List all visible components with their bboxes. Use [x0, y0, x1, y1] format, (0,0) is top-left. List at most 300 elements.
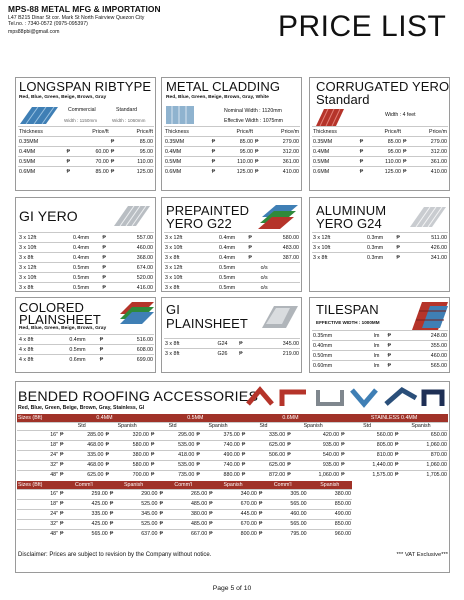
currency-cell: ₱ [241, 460, 252, 470]
currency-cell: ₱ [99, 345, 112, 355]
table-row [18, 283, 154, 293]
price-cell: 580.00 [115, 440, 150, 450]
currency-cell: ₱ [101, 273, 113, 283]
currency-cell: ₱ [110, 157, 120, 167]
price-cell: 540.00 [297, 450, 340, 460]
currency-cell: ₱ [59, 519, 71, 529]
currency-cell: ₱ [286, 460, 297, 470]
price-cell: 525.00 [120, 519, 158, 529]
accessories-icons [246, 384, 446, 410]
size-cell: 3 x 8ft [18, 253, 61, 263]
price-cell: 125.00 [369, 167, 402, 177]
currency-cell: ₱ [195, 470, 206, 480]
price-cell: 511.00 [408, 233, 448, 243]
currency-cell: ₱ [254, 167, 264, 177]
colored-plainsheet-subtitle: PLAINSHEET [19, 312, 101, 327]
table-row [18, 253, 154, 263]
price-cell: 85.00 [120, 137, 154, 147]
unit-cell: lm [367, 361, 387, 371]
currency-cell: ₱ [359, 147, 369, 157]
group-header: STAINLESS 0.4MM [340, 414, 448, 422]
currency-cell: ₱ [101, 263, 113, 273]
currency-cell: ₱ [150, 440, 161, 450]
gi-plainsheet-subtitle: PLAINSHEET [166, 316, 248, 331]
prepainted-sheets-icon [258, 201, 300, 231]
price-cell: 565.00 [401, 361, 448, 371]
cap-icon [424, 392, 442, 406]
thickness-cell: 0.35mm [312, 331, 367, 341]
currency-cell: ₱ [340, 460, 351, 470]
size-cell: 16" [17, 430, 59, 440]
page-number: Page 5 of 10 [212, 585, 252, 592]
currency-cell: ₱ [109, 519, 121, 529]
price-cell: 625.00 [251, 440, 286, 450]
prepainted-table [164, 232, 300, 292]
price-cell: 740.00 [206, 440, 241, 450]
price-cell: 341.00 [408, 253, 448, 263]
spanish-header: Spanish [195, 422, 240, 430]
price-cell: 506.00 [251, 450, 286, 460]
currency-cell: ₱ [402, 147, 412, 157]
table-row [312, 351, 448, 361]
std-header: Std [241, 422, 286, 430]
tilespan-title: TILESPAN [316, 302, 379, 317]
thickness-cell: 0.5mm [207, 273, 247, 283]
price-cell: 699.00 [112, 355, 154, 365]
currency-cell: ₱ [109, 499, 121, 509]
table-row [17, 460, 448, 470]
corrugated-title: CORRUGATED YERO [316, 79, 450, 94]
size-cell: 3 x 8ft [18, 283, 61, 293]
size-cell: 3 x 10ft [18, 243, 61, 253]
price-cell: 95.00 [221, 147, 254, 157]
price-cell: 420.00 [297, 430, 340, 440]
price-cell: 445.00 [220, 509, 258, 519]
price-cell: 110.00 [221, 157, 254, 167]
price-cell: 425.00 [71, 519, 109, 529]
gi-plainsheet-panel [161, 297, 302, 373]
price-header: Price/ft [221, 127, 254, 137]
price-cell: 520.00 [114, 273, 154, 283]
currency-cell: ₱ [59, 529, 71, 539]
currency-cell: ₱ [99, 355, 112, 365]
thickness-cell: 0.60mm [312, 361, 367, 371]
corrugated-sheet-icon [314, 106, 346, 128]
currency-cell: ₱ [238, 349, 252, 359]
price-cell: 800.00 [220, 529, 258, 539]
size-cell: 3 x 8ft [164, 283, 207, 293]
currency-cell: ₱ [395, 253, 407, 263]
table-row [164, 273, 300, 283]
metal-cladding-nominal-width: Nominal Width : 1120mm [224, 108, 282, 114]
comml-header: Comm'l [59, 481, 109, 489]
thickness-cell: 0.4mm [207, 243, 247, 253]
size-cell: 3 x 8ft [312, 253, 355, 263]
price-cell: 935.00 [297, 440, 340, 450]
price-header: Price/m [264, 127, 300, 137]
price-cell: 387.00 [260, 253, 300, 263]
price-cell: 320.00 [115, 430, 150, 440]
price-cell: 410.00 [264, 167, 300, 177]
sizes-header: Sizes (Bft) [17, 414, 59, 422]
size-cell: 18" [17, 440, 59, 450]
currency-cell: ₱ [254, 147, 264, 157]
currency-cell [66, 137, 76, 147]
comml-header: Comm'l [158, 481, 208, 489]
currency-cell: ₱ [340, 440, 351, 450]
unit-cell: lm [367, 331, 387, 341]
tilespan-sheets-icon [408, 300, 450, 332]
aluminum-table [312, 232, 448, 263]
price-cell: 345.00 [120, 509, 158, 519]
table-row [17, 519, 352, 529]
corrugated-yero-panel [309, 77, 450, 191]
price-cell: 850.00 [312, 499, 352, 509]
price-cell: 490.00 [206, 450, 241, 460]
table-row [164, 283, 300, 293]
price-cell: 248.00 [401, 331, 448, 341]
currency-cell: ₱ [402, 157, 412, 167]
price-cell: 674.00 [114, 263, 154, 273]
price-cell: 565.00 [269, 499, 307, 509]
currency-cell: ₱ [340, 430, 351, 440]
table-row [17, 499, 352, 509]
currency-cell: ₱ [110, 167, 120, 177]
table-row [18, 263, 154, 273]
currency-cell: ₱ [386, 331, 400, 341]
price-cell: 872.00 [251, 470, 286, 480]
currency-cell: ₱ [254, 157, 264, 167]
currency-cell: ₱ [101, 233, 113, 243]
unit-cell: lm [367, 351, 387, 361]
price-cell: o/s [260, 273, 300, 283]
gi-yero-title: GI YERO [19, 208, 78, 224]
price-cell: 805.00 [351, 440, 394, 450]
currency-cell: ₱ [195, 460, 206, 470]
table-row [164, 137, 300, 147]
colored-plainsheet-title: COLORED [19, 300, 84, 315]
currency-cell: ₱ [286, 470, 297, 480]
currency-cell: ₱ [359, 167, 369, 177]
price-cell: 740.00 [206, 460, 241, 470]
price-cell: 637.00 [120, 529, 158, 539]
thickness-cell: 0.4mm [207, 233, 247, 243]
currency-cell: ₱ [394, 460, 405, 470]
thickness-cell: 0.5MM [312, 157, 359, 167]
table-row [17, 470, 448, 480]
price-cell: 557.00 [114, 233, 154, 243]
currency-cell [247, 273, 259, 283]
price-cell: 219.00 [253, 349, 300, 359]
currency-cell: ₱ [238, 339, 252, 349]
price-cell: 485.00 [170, 519, 208, 529]
currency-cell: ₱ [359, 157, 369, 167]
table-row [312, 361, 448, 371]
thickness-cell: 0.35MM [18, 137, 66, 147]
group-header: 0.6MM [241, 414, 340, 422]
gi-yero-sheet-icon [112, 202, 152, 228]
std-header: Std [59, 422, 104, 430]
thickness-cell: 0.4mm [61, 243, 101, 253]
thickness-cell: 0.3mm [355, 233, 395, 243]
gauge-cell: G24 [207, 339, 238, 349]
price-cell: 485.00 [170, 499, 208, 509]
accessories-title: BENDED ROOFING ACCESSORIES [18, 389, 259, 405]
group-header: 0.5MM [150, 414, 241, 422]
currency-cell: ₱ [241, 450, 252, 460]
thickness-cell: 0.6MM [18, 167, 66, 177]
price-cell: 795.00 [269, 529, 307, 539]
tilespan-table [312, 330, 448, 371]
thickness-cell: 0.5MM [164, 157, 211, 167]
spanish-header: Spanish [109, 481, 159, 489]
currency-cell: ₱ [208, 499, 220, 509]
colored-plainsheet-panel [15, 297, 156, 373]
table-row [164, 233, 300, 243]
price-cell: 265.00 [170, 489, 208, 499]
size-cell: 24" [17, 509, 59, 519]
thickness-cell: 0.6MM [164, 167, 211, 177]
page-title: PRICE LIST [278, 10, 447, 43]
thickness-cell: 0.4MM [312, 147, 359, 157]
price-cell: 565.00 [269, 519, 307, 529]
currency-cell: ₱ [99, 335, 112, 345]
currency-cell: ₱ [254, 137, 264, 147]
price-cell: 460.00 [269, 509, 307, 519]
size-cell: 3 x 10ft [164, 273, 207, 283]
currency-cell: ₱ [109, 489, 121, 499]
sizes-header: Sizes (Bft) [17, 481, 59, 489]
currency-cell: ₱ [258, 499, 270, 509]
price-cell: 361.00 [412, 157, 448, 167]
size-cell: 16" [17, 489, 59, 499]
size-cell: 3 x 12ft [18, 263, 61, 273]
currency-cell: ₱ [195, 440, 206, 450]
std-header: Std [150, 422, 195, 430]
table-row [18, 157, 154, 167]
gi-yero-panel [15, 197, 156, 292]
accessories-table-2 [17, 481, 352, 539]
price-cell: 95.00 [369, 147, 402, 157]
thickness-cell: 0.40mm [312, 341, 367, 351]
currency-cell: ₱ [158, 529, 170, 539]
thickness-cell: 0.4mm [61, 233, 101, 243]
price-cell: 380.00 [115, 450, 150, 460]
group-header: 0.4MM [59, 414, 150, 422]
price-cell: 535.00 [160, 460, 195, 470]
longspan-commercial-width: Width : 1150mm [64, 118, 98, 123]
size-cell: 3 x 10ft [312, 243, 355, 253]
corrugated-table [312, 126, 448, 177]
currency-cell: ₱ [211, 167, 221, 177]
longspan-panel [15, 77, 156, 191]
currency-cell: ₱ [59, 430, 70, 440]
currency-cell: ₱ [286, 430, 297, 440]
currency-cell: ₱ [101, 243, 113, 253]
price-cell: 670.00 [220, 519, 258, 529]
table-row [17, 450, 448, 460]
price-cell: 468.00 [70, 440, 105, 450]
currency-cell: ₱ [402, 167, 412, 177]
currency-cell: ₱ [394, 440, 405, 450]
currency-cell: ₱ [104, 470, 115, 480]
thickness-cell: 0.5MM [18, 157, 66, 167]
currency-cell: ₱ [104, 460, 115, 470]
price-cell: 670.00 [220, 499, 258, 509]
currency-cell: ₱ [258, 529, 270, 539]
currency-cell: ₱ [150, 450, 161, 460]
currency-cell: ₱ [110, 137, 120, 147]
price-cell: 735.00 [160, 470, 195, 480]
currency-cell: ₱ [211, 137, 221, 147]
price-header: Price/m [412, 127, 448, 137]
price-cell: 580.00 [115, 460, 150, 470]
price-cell: 1,060.00 [405, 460, 448, 470]
price-cell: 1,705.00 [405, 470, 448, 480]
thickness-cell: 0.5mm [61, 273, 101, 283]
currency-cell: ₱ [208, 509, 220, 519]
currency-cell: ₱ [66, 157, 76, 167]
currency-cell: ₱ [59, 470, 70, 480]
table-row [17, 509, 352, 519]
thickness-cell: 0.5mm [61, 283, 101, 293]
table-row [164, 147, 300, 157]
table-row [312, 147, 448, 157]
size-cell: 3 x 8ft [164, 253, 207, 263]
thickness-cell: 0.4mm [207, 253, 247, 263]
price-cell: 608.00 [112, 345, 154, 355]
price-cell: 700.00 [115, 470, 150, 480]
colored-plainsheet-table [18, 334, 154, 365]
price-cell: 960.00 [312, 529, 352, 539]
currency-cell: ₱ [258, 509, 270, 519]
metal-cladding-table [164, 126, 300, 177]
ridge-roll-icon [248, 390, 272, 404]
currency-cell: ₱ [66, 167, 76, 177]
table-row [164, 243, 300, 253]
thickness-cell: 0.6mm [56, 355, 98, 365]
table-row [164, 339, 300, 349]
std-header: Std [340, 422, 394, 430]
currency-cell: ₱ [340, 450, 351, 460]
price-cell: 60.00 [76, 147, 110, 157]
thickness-cell: 0.35MM [164, 137, 211, 147]
currency-cell: ₱ [104, 450, 115, 460]
aluminum-sheet-icon [408, 203, 448, 229]
table-row [312, 157, 448, 167]
prepainted-title: PREPAINTED [166, 203, 250, 218]
size-cell: 4 x 8ft [18, 355, 56, 365]
currency-cell: ₱ [158, 519, 170, 529]
table-row [18, 243, 154, 253]
comml-header: Comm'l [258, 481, 308, 489]
thickness-cell: 0.50mm [312, 351, 367, 361]
size-cell: 3 x 12ft [18, 233, 61, 243]
table-row [17, 489, 352, 499]
table-row [18, 167, 154, 177]
currency-cell: ₱ [241, 430, 252, 440]
price-cell: 361.00 [264, 157, 300, 167]
price-cell: 935.00 [297, 460, 340, 470]
longspan-standard-head: Standard [116, 107, 138, 113]
thickness-cell: 0.35MM [312, 137, 359, 147]
price-cell: 580.00 [260, 233, 300, 243]
currency-cell: ₱ [110, 147, 120, 157]
longspan-title: LONGSPAN RIBTYPE [19, 79, 152, 94]
currency-cell: ₱ [395, 243, 407, 253]
size-cell: 3 x 12ft [312, 233, 355, 243]
valley-icon [352, 390, 376, 404]
currency-cell: ₱ [208, 489, 220, 499]
price-cell: 110.00 [369, 157, 402, 167]
size-cell: 3 x 12ft [164, 233, 207, 243]
currency-cell: ₱ [386, 361, 400, 371]
price-cell: 535.00 [160, 440, 195, 450]
spanish-header: Spanish [104, 422, 149, 430]
price-cell: 295.00 [160, 430, 195, 440]
currency-cell: ₱ [386, 341, 400, 351]
currency-cell: ₱ [150, 460, 161, 470]
currency-cell: ₱ [158, 499, 170, 509]
thickness-cell: 0.3mm [355, 253, 395, 263]
price-cell: 565.00 [71, 529, 109, 539]
table-row [18, 233, 154, 243]
price-cell: 380.00 [170, 509, 208, 519]
aluminum-yero-panel [309, 197, 450, 292]
currency-cell: ₱ [247, 233, 259, 243]
table-row [17, 430, 448, 440]
thickness-cell: 0.5mm [56, 345, 98, 355]
currency-cell: ₱ [211, 157, 221, 167]
table-row [312, 167, 448, 177]
price-cell: 85.00 [369, 137, 402, 147]
currency-cell: ₱ [195, 450, 206, 460]
price-cell: 418.00 [160, 450, 195, 460]
price-cell: 70.00 [76, 157, 110, 167]
table-row [164, 263, 300, 273]
currency-cell: ₱ [211, 147, 221, 157]
price-cell: 279.00 [264, 137, 300, 147]
metal-cladding-title: METAL CLADDING [166, 79, 281, 94]
longspan-standard-width: Width : 1060mm [112, 118, 146, 123]
currency-cell: ₱ [241, 470, 252, 480]
currency-cell: ₱ [208, 519, 220, 529]
size-cell: 3 x 12ft [164, 263, 207, 273]
table-row [164, 349, 300, 359]
price-cell: 416.00 [114, 283, 154, 293]
price-header: Price/ft [369, 127, 402, 137]
currency-cell: ₱ [109, 529, 121, 539]
price-cell: 110.00 [120, 157, 154, 167]
price-cell: 460.00 [401, 351, 448, 361]
longspan-table [18, 126, 154, 177]
accessories-colors: Red, Blue, Green, Beige, Brown, Gray, Stainless, GI [18, 405, 145, 411]
size-cell: 4 x 8ft [18, 345, 56, 355]
table-row [312, 233, 448, 243]
longspan-sheet-icon [18, 104, 58, 126]
accessories-table-1 [17, 414, 448, 480]
price-cell: 335.00 [251, 430, 286, 440]
gi-plainsheet-title: GI [166, 302, 180, 317]
currency-cell: ₱ [258, 489, 270, 499]
table-row [18, 273, 154, 283]
price-cell: 525.00 [120, 499, 158, 509]
currency-cell: ₱ [158, 509, 170, 519]
price-cell: 870.00 [405, 450, 448, 460]
table-row [164, 157, 300, 167]
company-address: L47 B215 Dinar St cor. Mark St North Fairview Quezon City [8, 15, 145, 21]
currency-cell: ₱ [340, 470, 351, 480]
